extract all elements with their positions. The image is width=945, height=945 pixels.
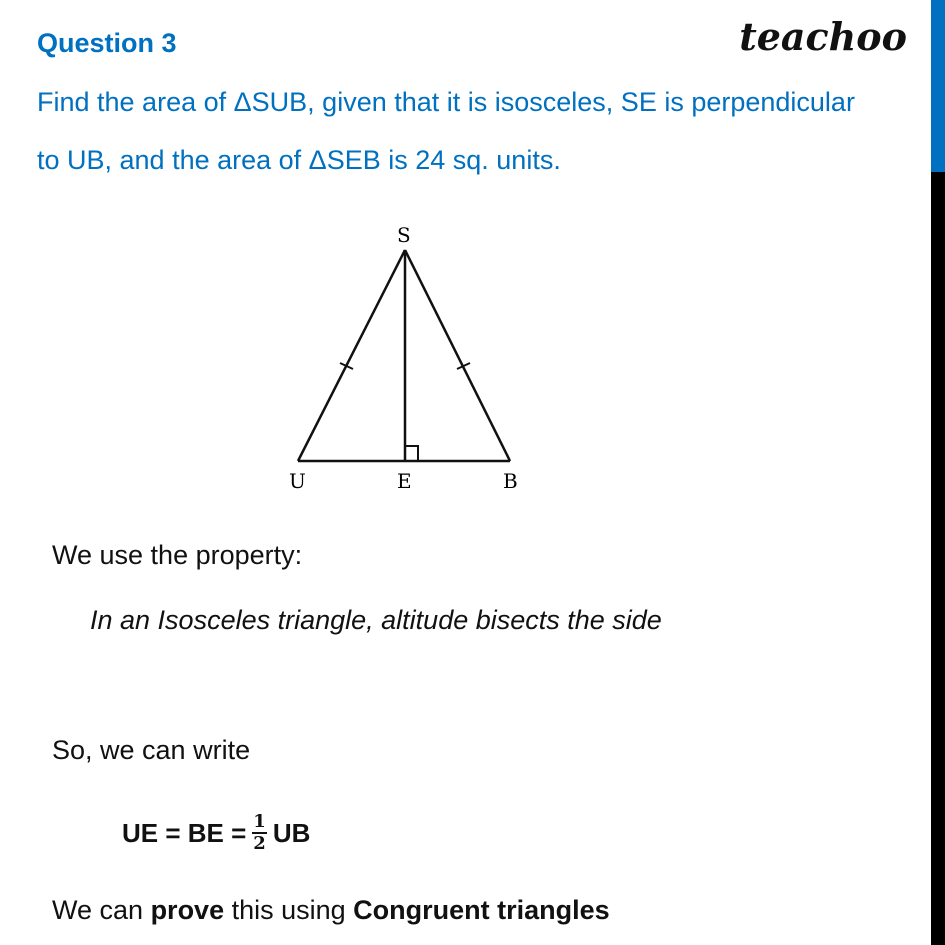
- question-title: Question 3: [37, 28, 177, 58]
- equation-left: UE = BE =: [122, 817, 247, 848]
- bold-prove: prove: [150, 895, 225, 925]
- question-line-2: to UB, and the area of ΔSEB is 24 sq. units.: [37, 145, 561, 175]
- paragraph-so: So, we can write: [52, 735, 251, 765]
- bold-congruent: Congruent triangles: [353, 895, 610, 925]
- teachoo-logo: teachoo: [739, 14, 907, 59]
- question-line-1: Find the area of ΔSUB, given that it is isosceles, SE is perpendicular: [37, 87, 855, 117]
- side-sb: [405, 250, 510, 461]
- side-su: [298, 250, 405, 461]
- label-b: B: [503, 469, 518, 493]
- label-e: E: [397, 469, 412, 493]
- property-statement: In an Isosceles triangle, altitude bisects the side: [90, 605, 662, 635]
- label-s: S: [397, 223, 411, 247]
- paragraph-property-intro: We use the property:: [52, 540, 303, 570]
- paragraph-proof: [52, 895, 610, 926]
- right-angle-mark: [405, 446, 418, 461]
- label-u: U: [289, 469, 306, 493]
- fraction-denominator: 2: [253, 833, 266, 854]
- fraction-half: [252, 812, 267, 854]
- fraction-numerator: 1: [253, 811, 266, 832]
- text: this using: [224, 895, 354, 925]
- text: We can: [52, 895, 151, 925]
- equation: [122, 812, 310, 854]
- equation-right: UB: [272, 817, 311, 848]
